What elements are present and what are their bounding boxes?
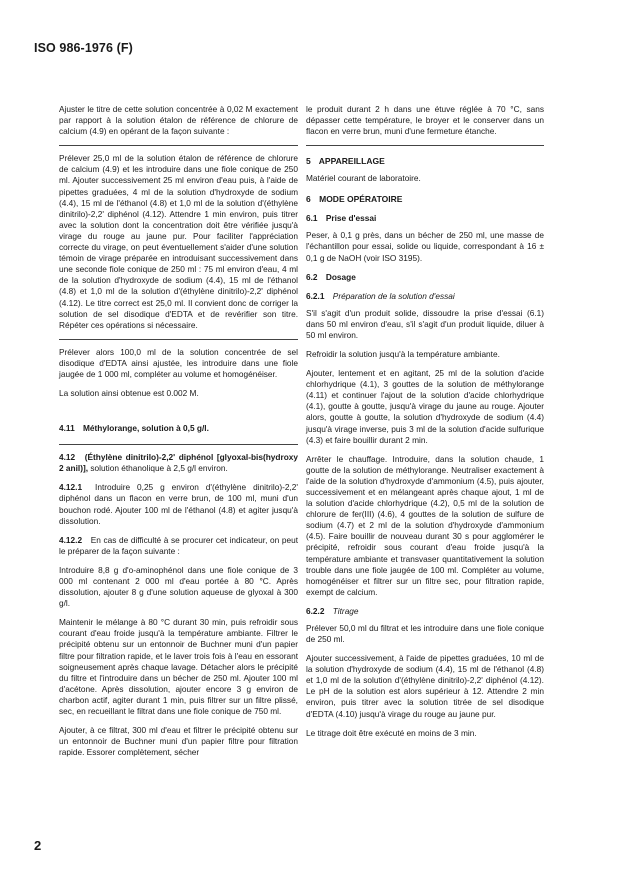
- left-column: [59, 104, 298, 766]
- page-number: 2: [34, 838, 42, 853]
- paragraph: Maintenir le mélange à 80 °C durant 30 min, puis refroidir sous courant d'eau froide jusqu'à la température ambiante. Filtrer le précipité obtenu sur un entonnoir de Buchner muni d'un papier filtre pour filtration rapide, et le laver trois fois à l'eau en essorant soigneusement après chaque lavage. Détacher alors le précipité du filtre et l'introduire dans un bécher de 250 ml. Ajouter 100 ml d'acétone. Après dissolution, ajouter encore 3 g environ de charbon actif, agiter durant 1 min, puis filtrer sur un filtre plissé, sec, en recueillant le filtrat dans une fiole conique de 750 ml.: [59, 617, 298, 717]
- divider: [59, 145, 298, 146]
- paragraph: Prélever alors 100,0 ml de la solution concentrée de sel disodique d'EDTA ainsi ajustée, les introduire dans une fiole jaugée de 1 000 ml, compléter au volume et homogénéiser.: [59, 346, 298, 379]
- section-6-2-heading: [306, 272, 544, 283]
- paragraph: Prélever 25,0 ml de la solution étalon de référence de chlorure de calcium (4.9) et les introduire dans une fiole conique de 250 ml. Ajouter successivement 25 ml environ d'eau puis, à l'aide de pipettes graduées, 4 ml de la solution d'hydroxyde de sodium (4.4), 15 ml de l'éthanol (4.8) et 1,0 ml de la solution d'(éthylène dinitrilo)-2,2' diphénol (4.12). Attendre 1 min environ, puis titrer avec la solution dont la concentration doit être vérifiée jusqu'à virage du rouge au jaune pur. Pour faciliter l'appréciation correcte du virage, on peut éventuellement s'aider d'une solution témoin de virage préparée en introduisant successivement dans une seconde fiole conique de 250 ml : 75 ml environ d'eau, 4 ml de la solution d'hydroxyde de sodium (4.4), 15 ml de l'éthanol (4.8) et 1,0 ml de la solution d'(éthylène dinitrilo)-2,2' diphénol (4.12). Le titre correct est 25,0 ml. Il convient donc de corriger la solution de sel disodique d'EDTA et de revérifier son titre. Répéter ces opérations si nécessaire.: [59, 153, 298, 330]
- divider: [59, 444, 298, 445]
- section-title: Méthylorange, solution à 0,5 g/l.: [83, 423, 209, 434]
- paragraph-4-12-2: [59, 535, 298, 557]
- section-5-heading: [306, 156, 544, 167]
- paragraph-4-12-1: [59, 482, 298, 526]
- paragraph: le produit durant 2 h dans une étuve réglée à 70 °C, sans dépasser cette température, le broyer et le conserver dans un flacon en verre brun, muni d'une fermeture étanche.: [306, 104, 544, 137]
- section-4-12-heading: [59, 452, 298, 474]
- section-number: 6.2.2: [306, 605, 325, 616]
- section-number: 6.1: [306, 213, 318, 224]
- paragraph: Ajouter, lentement et en agitant, 25 ml de la solution d'acide chlorhydrique (4.1), 3 gouttes de la solution de méthylorange (4.11) et continuer l'ajout de la solution d'acide chlorhydrique (4.1), goutte à goutte, jusqu'à virage du jaune au rouge. Ajouter alors, goutte à goutte, la solution d'hydroxyde de sodium (4.4) jusqu'à virage inverse, puis 3 ml de la solution d'acide sulfurique (4.3) et faire bouillir durant 2 min.: [306, 368, 544, 445]
- section-title: Titrage: [332, 605, 359, 616]
- divider: [306, 145, 544, 146]
- paragraph: S'il s'agit d'un produit solide, dissoudre la prise d'essai (6.1) dans 50 ml environ d'eau, s'il s'agit d'un produit liquide, diluer à 50 ml environ.: [306, 307, 544, 340]
- section-number: 6.2: [306, 271, 318, 282]
- paragraph: Matériel courant de laboratoire.: [306, 173, 421, 184]
- section-number: 5: [306, 156, 311, 167]
- divider: [59, 339, 298, 340]
- section-number: 4.11: [59, 423, 75, 434]
- paragraph: Ajouter successivement, à l'aide de pipettes graduées, 10 ml de la solution d'hydroxyde de sodium (4.4), 15 ml de l'éthanol (4.8) et 1,0 ml de la solution d'(éthylène dinitrilo)-2,2' diphénol (4.12). Le pH de la solution est alors supérieur à 12. Attendre 2 min environ, puis titrer avec la solution titrée de sel disodique d'EDTA (4.10) jusqu'à virage du rouge au jaune pur.: [306, 653, 544, 719]
- section-title: APPAREILLAGE: [318, 156, 385, 167]
- section-title: MODE OPÉRATOIRE: [319, 194, 403, 205]
- paragraph: Peser, à 0,1 g près, dans un bécher de 250 ml, une masse de l'échantillon pour essai, solide ou liquide, correspondant à 16 ± 0,1 g de NaOH (voir ISO 3195).: [306, 230, 544, 263]
- paragraph: Arrêter le chauffage. Introduire, dans la solution chaude, 1 goutte de la solution de méthylorange. Neutraliser exactement à l'aide de la solution d'hydroxyde d'ammonium (4.5), puis ajouter, successivement et en mélangeant après chaque ajout, 1 ml de la solution d'acide chlorhydrique (4.2), 0,5 ml de la solution de chlorure de fer(III) (4.6), 4 gouttes de la solution de sulfure de sodium (4.7) et 2 ml de la solution d'hydroxyde d'ammonium (4.5). Faire bouillir de nouveau durant 30 s pour agglomérer le précipité, refroidir sous courant d'eau froide jusqu'à la température ambiante et transvaser quantitativement la solution trouble dans une fiole jaugée de 100 ml. Compléter au volume, homogénéiser et filtrer sur un filtre sec, pour filtration rapide, exempt de calcium.: [306, 453, 544, 597]
- section-number: 4.12: [59, 452, 76, 463]
- document-header: ISO 986-1976 (F): [34, 41, 133, 55]
- paragraph: Prélever 50,0 ml du filtrat et les introduire dans une fiole conique de 250 ml.: [306, 622, 544, 644]
- section-4-11-heading: [59, 423, 298, 434]
- section-number: 6: [306, 194, 311, 205]
- section-title: Prise d'essai: [325, 213, 377, 224]
- section-number: 6.2.1: [306, 290, 325, 301]
- section-title: (Éthylène dinitrilo)-2,2' diphénol [glyoxal-bis(hydroxy 2 anil)],: [59, 452, 298, 474]
- paragraph: La solution ainsi obtenue est 0.002 M.: [59, 388, 199, 399]
- section-6-heading: [306, 194, 544, 205]
- right-column: [306, 104, 544, 747]
- section-title: Dosage: [325, 271, 356, 282]
- section-text: En cas de difficulté à se procurer cet indicateur, on peut le préparer de la façon suivante :: [59, 534, 298, 556]
- paragraph: Le titrage doit être exécuté en moins de 3 min.: [306, 727, 477, 738]
- section-title-rest: solution éthanolique à 2,5 g/l environ.: [90, 463, 228, 474]
- section-text: Introduire 0,25 g environ d'(éthylène dinitrilo)-2,2' diphénol dans un flacon en verre brun, de 100 ml, muni d'un bouchon rodé. Ajouter 100 ml de l'éthanol (4.8) et agiter jusqu'à dissolution.: [59, 482, 299, 526]
- section-6-1-heading: [306, 213, 544, 224]
- section-6-2-2-heading: [306, 606, 544, 617]
- section-number: 4.12.2: [59, 534, 83, 545]
- paragraph: Ajouter, à ce filtrat, 300 ml d'eau et filtrer le précipité obtenu sur un entonnoir de Buchner muni d'un papier filtre pour filtration rapide. Essorer complètement, sécher: [59, 725, 298, 758]
- paragraph: Introduire 8,8 g d'o-aminophénol dans une fiole conique de 3 000 ml contenant 2 000 ml d'eau portée à 80 °C. Après dissolution, ajouter 8 g d'une solution aqueuse de glyoxal à 300 g/l.: [59, 564, 298, 609]
- section-number: 4.12.1: [59, 482, 83, 493]
- paragraph: Refroidir la solution jusqu'à la température ambiante.: [306, 348, 500, 359]
- section-6-2-1-heading: [306, 291, 544, 302]
- paragraph: Ajuster le titre de cette solution concentrée à 0,02 M exactement par rapport à la solution étalon de référence de chlorure de calcium (4.9) en opérant de la façon suivante :: [59, 104, 298, 137]
- section-title: Préparation de la solution d'essai: [332, 290, 455, 301]
